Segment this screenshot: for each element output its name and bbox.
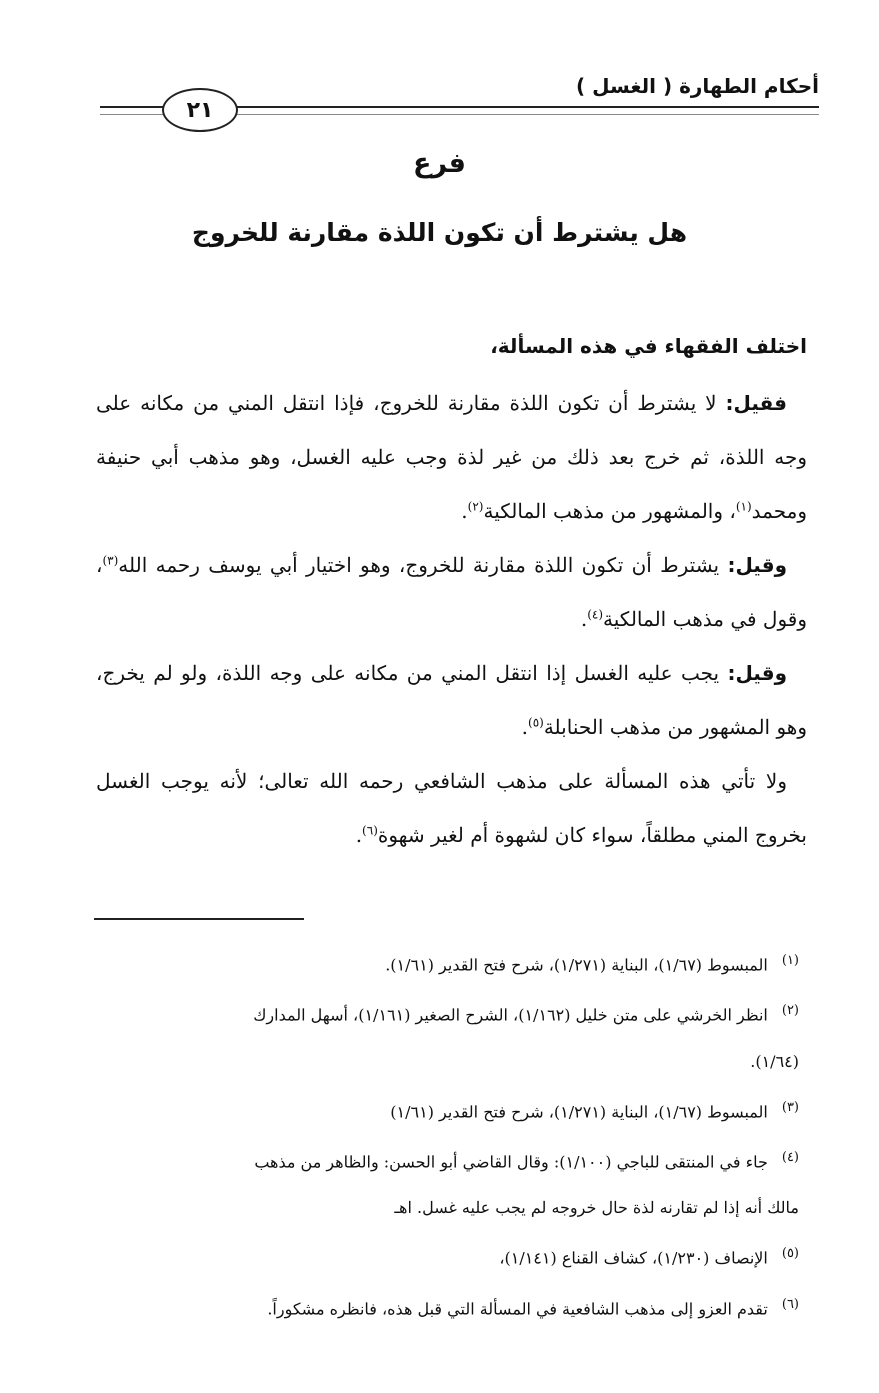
section-label: فرع <box>413 148 466 179</box>
footnote-number: (٦) <box>781 1296 799 1312</box>
footnote-2-continued: (١/٦٤). <box>750 1051 799 1071</box>
footnote-number: (٥) <box>781 1246 799 1262</box>
opinion-1-lead: فقيل: <box>725 391 787 415</box>
footnote-separator <box>94 918 304 920</box>
footnote-ref-3[interactable]: (٣) <box>102 553 119 568</box>
footnote-text: جاء في المنتقى للباجي (١/١٠٠): وقال القاضي أبو الحسن: والظاهر من مذهب <box>254 1152 768 1172</box>
footnote-3 <box>80 1085 799 1135</box>
footnotes <box>80 938 799 1332</box>
footnote-ref-1[interactable]: (١) <box>735 499 752 514</box>
opinion-2-lead: وقيل: <box>727 553 787 577</box>
footnote-ref-6[interactable]: (٦) <box>362 823 378 838</box>
section-title: هل يشترط أن تكون اللذة مقارنة للخروج <box>191 218 688 247</box>
opinion-3-lead: وقيل: <box>727 661 787 685</box>
opinion-3-end: . <box>521 715 528 739</box>
opinion-1-text: لا يشترط أن تكون اللذة مقارنة للخروج، فإذا انتقل المني من مكانه على وجه اللذة، ثم خرج بعد ذلك من غير لذة وجب عليه الغسل، وهو مذهب أبي حنيفة ومحمد <box>96 391 807 523</box>
footnote-text: انظر الخرشي على متن خليل (١/١٦٢)، الشرح الصغير (١/١٦١)، أسهل المدارك <box>253 1005 768 1025</box>
opinion-2-end: . <box>580 607 588 631</box>
shafii-note-text: ولا تأتي هذه المسألة على مذهب الشافعي رحمه الله تعالى؛ لأنه يوجب الغسل بخروج المني مطلقاً، سواء كان لشهوة أم لغير شهوة <box>96 769 807 847</box>
footnote-ref-4[interactable]: (٤) <box>587 607 604 622</box>
footnote-1 <box>80 938 799 988</box>
footnote-text: تقدم العزو إلى مذهب الشافعية في المسألة التي قبل هذه، فانظره مشكوراً. <box>267 1298 768 1318</box>
opinion-3 <box>96 646 807 754</box>
footnote-ref-2[interactable]: (٢) <box>467 499 484 514</box>
opinion-2-mid: ، وقول في مذهب المالكية <box>96 553 807 631</box>
opinion-1 <box>96 376 807 538</box>
footnote-5 <box>80 1231 799 1281</box>
footnote-text: المبسوط (١/٦٧)، البناية (١/٢٧١)، شرح فتح القدير (١/٦١). <box>385 955 768 975</box>
opinion-2-text: يشترط أن تكون اللذة مقارنة للخروج، وهو اختيار أبي يوسف رحمه الله <box>118 553 728 577</box>
footnote-text: الإنصاف (١/٢٣٠)، كشاف القناع (١/١٤١)، <box>499 1248 768 1268</box>
running-title: أحكام الطهارة ( الغسل ) <box>576 74 819 98</box>
footnote-ref-5[interactable]: (٥) <box>528 715 544 730</box>
opinion-1-mid: ، والمشهور من مذهب المالكية <box>483 499 736 523</box>
page-header <box>100 62 819 122</box>
footnote-number: (١) <box>781 953 799 968</box>
opinion-1-end: . <box>461 499 468 523</box>
shafii-note <box>96 754 807 862</box>
footnote-6 <box>80 1282 799 1332</box>
footnote-2 <box>80 988 799 1038</box>
footnote-4 <box>80 1135 799 1185</box>
footnote-4-continued: مالك أنه إذا لم تقارنه لذة حال خروجه لم يجب عليه غسل. اهـ <box>394 1198 799 1218</box>
footnote-number: (٢) <box>781 1003 799 1019</box>
main-text <box>96 316 807 862</box>
footnote-number: (٣) <box>781 1099 799 1115</box>
opinion-2 <box>96 538 807 646</box>
intro-sentence: اختلف الفقهاء في هذه المسألة، <box>490 334 807 358</box>
footnote-number: (٤) <box>781 1149 799 1165</box>
opinion-3-text: يجب عليه الغسل إذا انتقل المني من مكانه على وجه اللذة، ولو لم يخرج، وهو المشهور من مذهب الحنابلة <box>96 661 807 739</box>
footnote-text: المبسوط (١/٦٧)، البناية (١/٢٧١)، شرح فتح القدير (١/٦١) <box>390 1101 768 1121</box>
page-number: ٢١ <box>162 88 238 132</box>
shafii-note-end: . <box>355 823 363 847</box>
